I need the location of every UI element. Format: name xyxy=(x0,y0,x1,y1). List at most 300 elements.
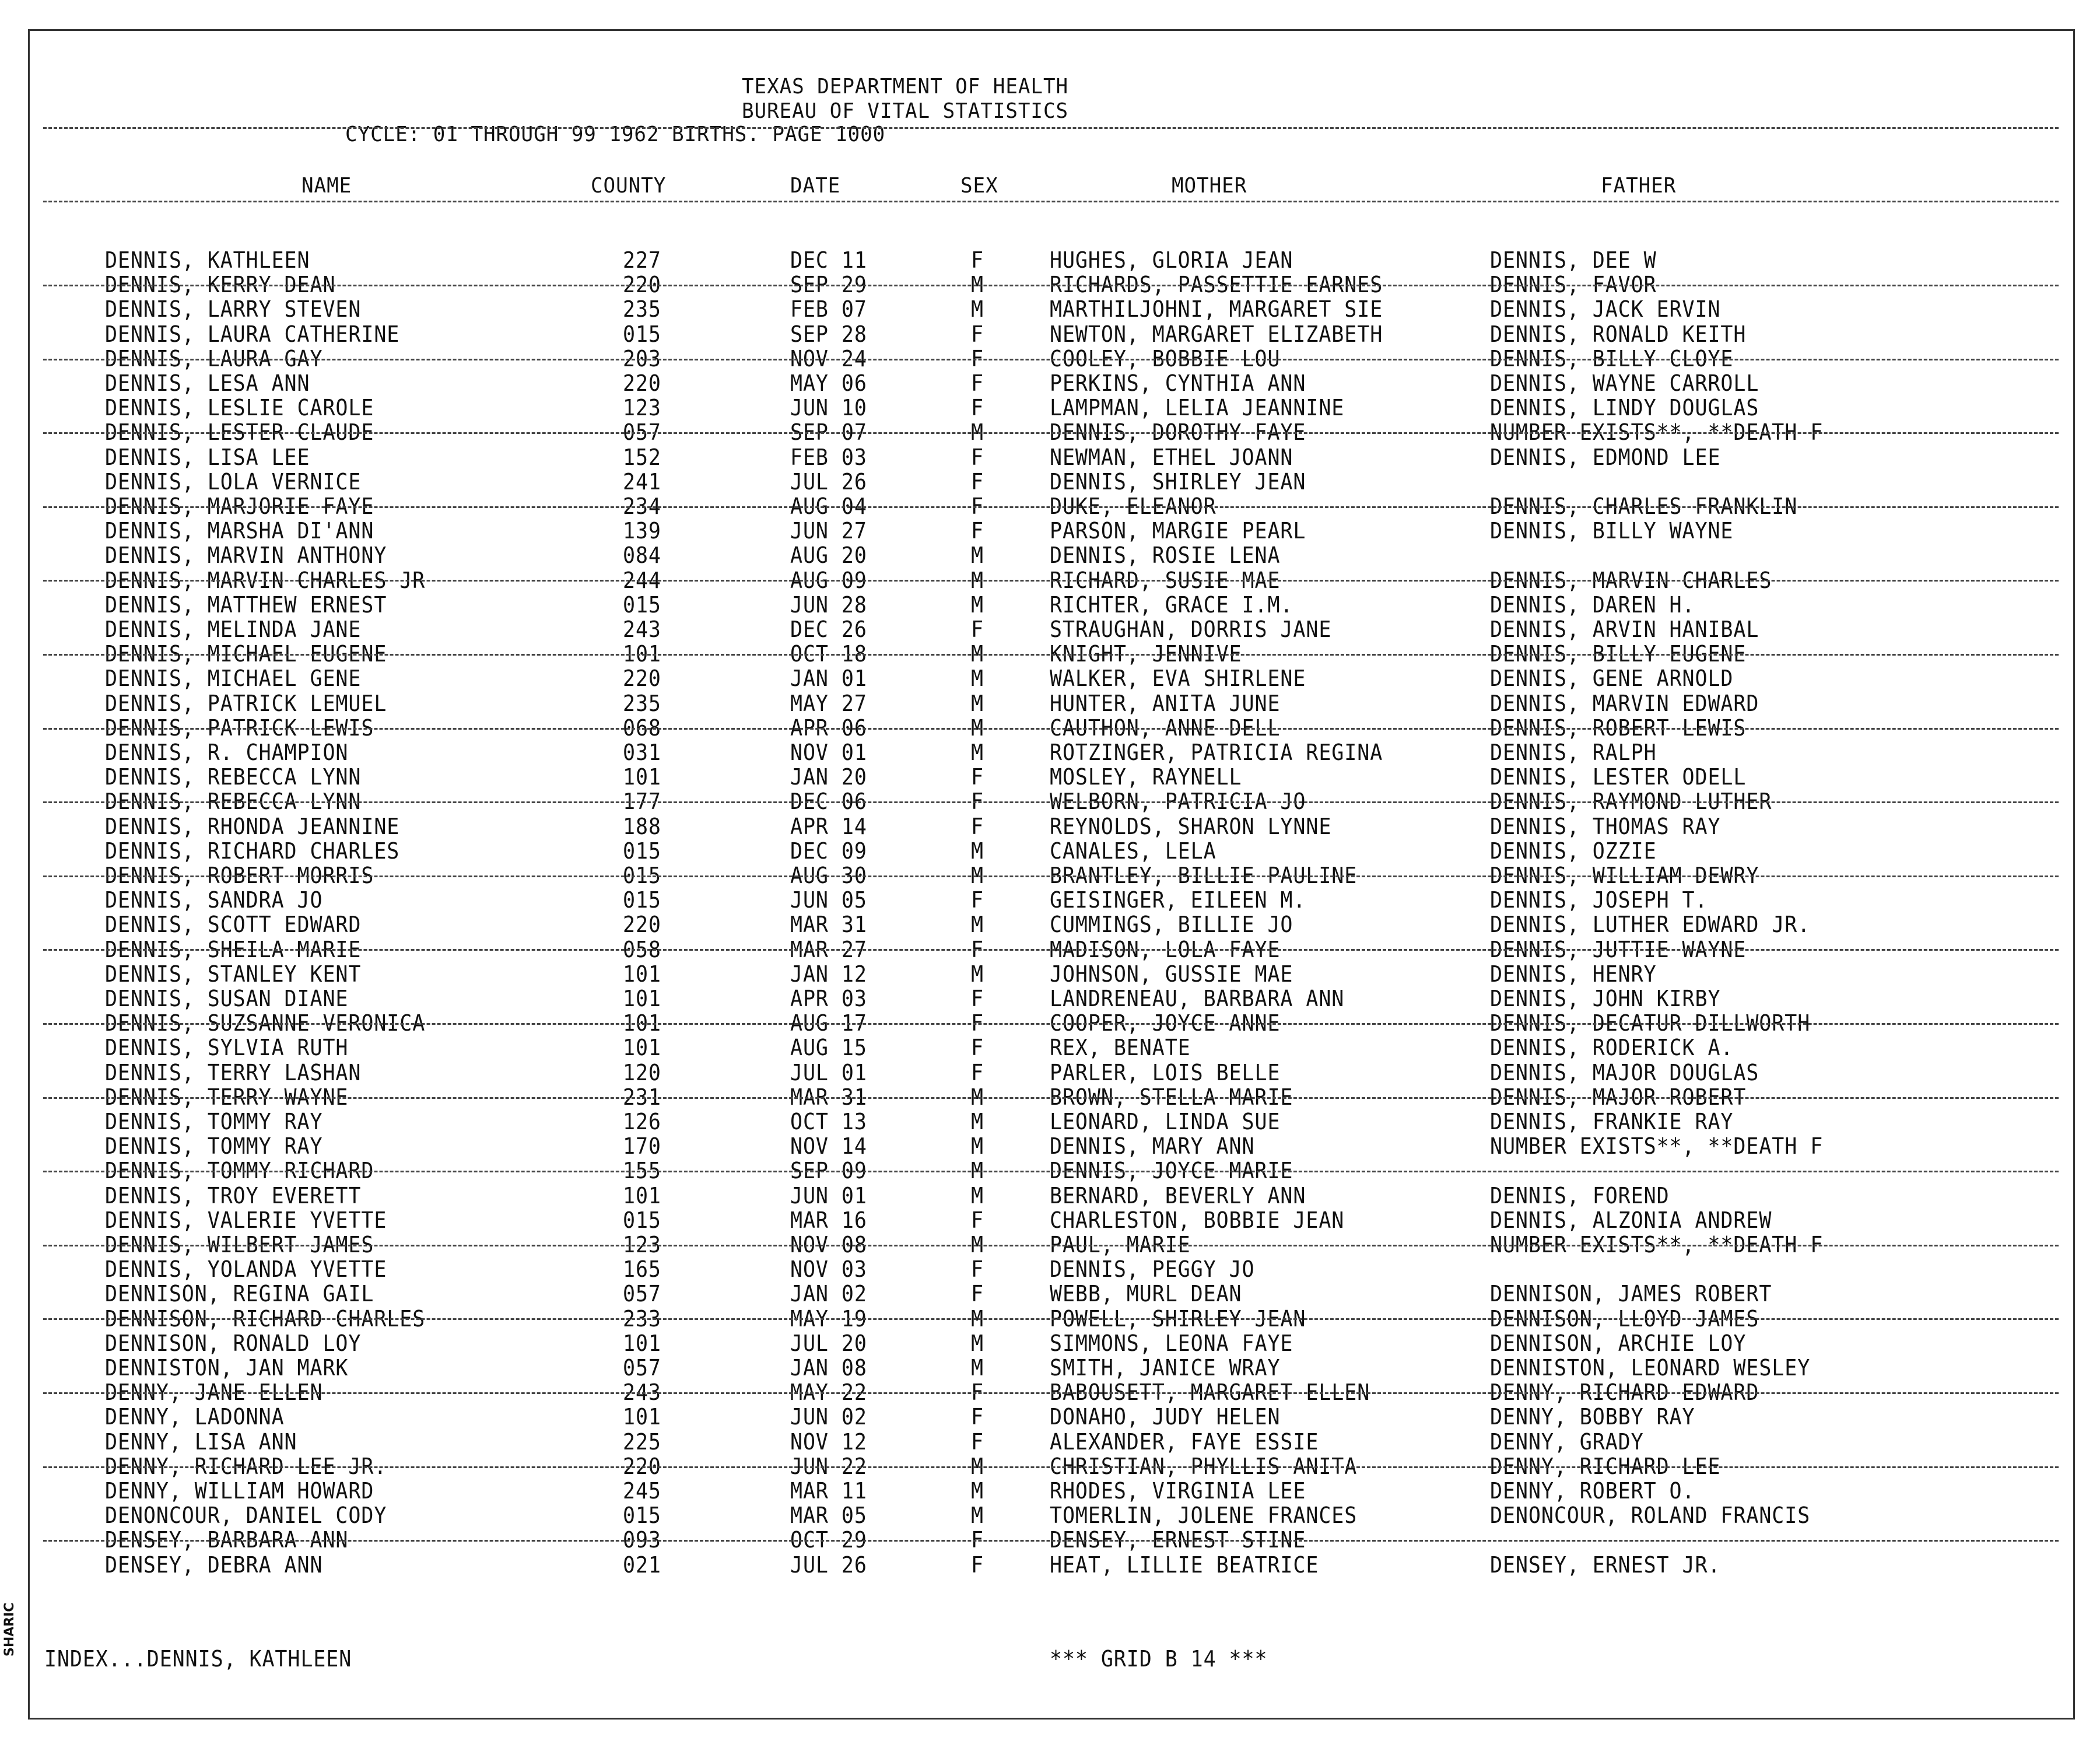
cell-name: DENNIS, RHONDA JEANNINE xyxy=(105,813,400,839)
cell-mother: BRANTLEY, BILLIE PAULINE xyxy=(1050,863,1358,888)
cell-sex: F xyxy=(971,468,984,495)
cell-date: MAY 22 xyxy=(790,1379,867,1406)
cell-mother: WEBB, MURL DEAN xyxy=(1050,1281,1242,1307)
cell-name: DENNIS, SCOTT EDWARD xyxy=(105,912,362,938)
cell-mother: TOMERLIN, JOLENE FRANCES xyxy=(1050,1503,1358,1529)
cell-sex: M xyxy=(971,1305,984,1332)
cell-mother: CUMMINGS, BILLIE JO xyxy=(1050,912,1293,938)
cell-father: NUMBER EXISTS**, **DEATH F xyxy=(1490,419,1824,446)
cell-name: DENNIS, LESLIE CAROLE xyxy=(105,395,374,421)
cell-county: 231 xyxy=(623,1084,661,1110)
cell-date: JUN 10 xyxy=(790,395,867,421)
cell-sex: F xyxy=(971,936,984,962)
cell-father: DENNIS, MARVIN CHARLES xyxy=(1490,567,1772,593)
cell-father: DENNIS, RONALD KEITH xyxy=(1490,321,1747,347)
cell-sex: M xyxy=(971,1503,984,1529)
cell-name: DENNIS, KATHLEEN xyxy=(105,247,310,273)
cell-father: DENNIS, DECATUR DILLWORTH xyxy=(1490,1010,1811,1036)
cell-father: DENNIS, DAREN H. xyxy=(1490,591,1695,618)
cell-name: DENNIS, MARVIN ANTHONY xyxy=(105,542,387,569)
cell-date: JAN 02 xyxy=(790,1281,867,1307)
cell-date: JUN 22 xyxy=(790,1453,867,1479)
cell-county: 243 xyxy=(623,1379,661,1406)
cell-county: 101 xyxy=(623,1404,661,1430)
cell-date: APR 06 xyxy=(790,715,867,741)
cell-father: DENNIS, JOSEPH T. xyxy=(1490,887,1708,913)
cell-county: 126 xyxy=(623,1109,661,1134)
cell-sex: M xyxy=(971,272,984,298)
cell-county: 031 xyxy=(623,740,661,765)
cell-county: 235 xyxy=(623,690,661,716)
form-line xyxy=(43,506,2059,508)
cell-name: DENNIS, STANLEY KENT xyxy=(105,961,362,987)
index-label: INDEX...DENNIS, KATHLEEN xyxy=(44,1646,352,1672)
cell-father: DENNIS, BILLY EUGENE xyxy=(1490,641,1747,667)
cell-mother: LANDRENEAU, BARBARA ANN xyxy=(1050,986,1345,1011)
cell-father: DENNIS, ARVIN HANIBAL xyxy=(1490,617,1759,642)
cell-county: 101 xyxy=(623,986,661,1011)
cell-date: AUG 04 xyxy=(790,493,867,519)
cell-date: JUL 26 xyxy=(790,1552,867,1578)
header-title-1: TEXAS DEPARTMENT OF HEALTH xyxy=(742,75,1069,99)
cell-father: DENNIS, EDMOND LEE xyxy=(1490,444,1721,470)
cell-mother: DENNIS, MARY ANN xyxy=(1050,1133,1255,1160)
cell-county: 234 xyxy=(623,493,661,519)
cell-county: 203 xyxy=(623,345,661,372)
cell-county: 235 xyxy=(623,296,661,323)
form-line xyxy=(43,285,2059,286)
cell-mother: DENNIS, PEGGY JO xyxy=(1050,1256,1255,1283)
cell-name: DENNY, LADONNA xyxy=(105,1404,285,1430)
col-header-name: NAME xyxy=(301,174,352,198)
cell-sex: M xyxy=(971,912,984,938)
cell-father: DENNY, BOBBY RAY xyxy=(1490,1404,1695,1430)
cell-father: DENNISON, LLOYD JAMES xyxy=(1490,1305,1759,1332)
cell-name: DENNY, WILLIAM HOWARD xyxy=(105,1478,374,1504)
cell-sex: M xyxy=(971,961,984,987)
cell-county: 170 xyxy=(623,1133,661,1160)
cell-mother: KNIGHT, JENNIVE xyxy=(1050,641,1242,667)
cell-name: DENNIS, TERRY LASHAN xyxy=(105,1059,362,1085)
cell-name: DENNIS, R. CHAMPION xyxy=(105,740,349,765)
cell-county: 220 xyxy=(623,912,661,938)
cell-mother: DENNIS, ROSIE LENA xyxy=(1050,542,1281,569)
form-line xyxy=(43,580,2059,582)
cell-name: DENNIS, WILBERT JAMES xyxy=(105,1232,374,1258)
form-line xyxy=(43,1318,2059,1320)
cell-mother: CHRISTIAN, PHYLLIS ANITA xyxy=(1050,1453,1358,1479)
cell-date: MAR 16 xyxy=(790,1207,867,1233)
cell-mother: REYNOLDS, SHARON LYNNE xyxy=(1050,813,1332,839)
cell-date: DEC 26 xyxy=(790,617,867,642)
cell-sex: F xyxy=(971,986,984,1011)
cell-name: DENNY, JANE ELLEN xyxy=(105,1379,323,1406)
cell-date: JUN 28 xyxy=(790,591,867,618)
cell-father: DENNIS, JACK ERVIN xyxy=(1490,296,1721,323)
cell-name: DENNIS, REBECCA LYNN xyxy=(105,764,362,790)
cell-father: DENNIS, CHARLES FRANKLIN xyxy=(1490,493,1798,519)
cell-sex: M xyxy=(971,838,984,864)
cell-mother: DUKE, ELEANOR xyxy=(1050,493,1216,519)
cell-sex: F xyxy=(971,1035,984,1061)
cell-county: 101 xyxy=(623,961,661,987)
cell-date: AUG 30 xyxy=(790,863,867,888)
cell-sex: F xyxy=(971,1379,984,1406)
cell-sex: M xyxy=(971,591,984,618)
cell-date: MAR 27 xyxy=(790,936,867,962)
cell-sex: M xyxy=(971,715,984,741)
cell-county: 057 xyxy=(623,1281,661,1307)
cell-county: 155 xyxy=(623,1158,661,1184)
form-line xyxy=(43,1466,2059,1468)
cell-name: DENNIS, SUSAN DIANE xyxy=(105,986,349,1011)
cell-sex: M xyxy=(971,740,984,765)
cell-date: SEP 29 xyxy=(790,272,867,298)
cell-county: 233 xyxy=(623,1305,661,1332)
cell-name: DENNIS, LAURA CATHERINE xyxy=(105,321,400,347)
cell-mother: MADISON, LOLA FAYE xyxy=(1050,936,1281,962)
cell-date: AUG 20 xyxy=(790,542,867,569)
col-header-date: DATE xyxy=(790,174,841,198)
cell-father: DENNIS, FAVOR xyxy=(1490,272,1657,298)
cell-mother: DENNIS, SHIRLEY JEAN xyxy=(1050,468,1306,495)
cell-name: DENNIS, TOMMY RICHARD xyxy=(105,1158,374,1184)
cell-county: 225 xyxy=(623,1428,661,1455)
cell-county: 123 xyxy=(623,395,661,421)
form-line xyxy=(43,1540,2059,1542)
cell-mother: BERNARD, BEVERLY ANN xyxy=(1050,1182,1306,1209)
cell-mother: PAUL, MARIE xyxy=(1050,1232,1191,1258)
cell-name: DENNIS, PATRICK LEWIS xyxy=(105,715,374,741)
form-line xyxy=(43,1245,2059,1246)
cell-sex: F xyxy=(971,395,984,421)
cell-name: DENNIS, TOMMY RAY xyxy=(105,1109,323,1134)
form-line xyxy=(43,432,2059,434)
cell-date: APR 03 xyxy=(790,986,867,1011)
cell-mother: NEWTON, MARGARET ELIZABETH xyxy=(1050,321,1383,347)
cell-county: 015 xyxy=(623,887,661,913)
cell-sex: M xyxy=(971,1084,984,1110)
cell-mother: BROWN, STELLA MARIE xyxy=(1050,1084,1293,1110)
cell-sex: F xyxy=(971,345,984,372)
col-header-sex: SEX xyxy=(960,174,998,198)
cell-father: DENNIS, THOMAS RAY xyxy=(1490,813,1721,839)
cell-name: DENSEY, DEBRA ANN xyxy=(105,1552,323,1578)
cell-father: DENNIS, JUTTIE WAYNE xyxy=(1490,936,1747,962)
cell-name: DENNIS, LARRY STEVEN xyxy=(105,296,362,323)
cell-county: 015 xyxy=(623,1503,661,1529)
cell-mother: ALEXANDER, FAYE ESSIE xyxy=(1050,1428,1319,1455)
cell-sex: M xyxy=(971,1478,984,1504)
cell-mother: PERKINS, CYNTHIA ANN xyxy=(1050,370,1306,396)
cell-father: DENNIS, WILLIAM DEWRY xyxy=(1490,863,1759,888)
cell-mother: SMITH, JANICE WRAY xyxy=(1050,1355,1281,1381)
cell-father: DENNISTON, LEONARD WESLEY xyxy=(1490,1355,1811,1381)
cell-county: 015 xyxy=(623,591,661,618)
cell-father: DENNIS, GENE ARNOLD xyxy=(1490,666,1734,692)
cell-sex: F xyxy=(971,813,984,839)
cell-date: MAR 11 xyxy=(790,1478,867,1504)
cell-father: DENNIS, BILLY WAYNE xyxy=(1490,518,1734,544)
cell-date: AUG 09 xyxy=(790,567,867,593)
cell-sex: M xyxy=(971,641,984,667)
cell-county: 057 xyxy=(623,1355,661,1381)
cell-mother: CANALES, LELA xyxy=(1050,838,1216,864)
cell-sex: M xyxy=(971,296,984,323)
cell-county: 021 xyxy=(623,1552,661,1578)
cell-father: DENNIS, DEE W xyxy=(1490,247,1657,273)
cell-date: JUL 26 xyxy=(790,468,867,495)
cell-father: DENNY, GRADY xyxy=(1490,1428,1644,1455)
form-line xyxy=(43,1023,2059,1025)
cell-date: NOV 01 xyxy=(790,740,867,765)
cell-father: DENNISON, JAMES ROBERT xyxy=(1490,1281,1772,1307)
cell-mother: COOPER, JOYCE ANNE xyxy=(1050,1010,1281,1036)
cell-date: OCT 18 xyxy=(790,641,867,667)
cell-name: DENONCOUR, DANIEL CODY xyxy=(105,1503,387,1529)
cell-sex: F xyxy=(971,1010,984,1036)
cell-sex: F xyxy=(971,617,984,642)
form-line xyxy=(43,876,2059,877)
cell-county: 227 xyxy=(623,247,661,273)
cell-father: DENNIS, ROBERT LEWIS xyxy=(1490,715,1747,741)
cell-father: DENNY, RICHARD EDWARD xyxy=(1490,1379,1759,1406)
form-line xyxy=(43,359,2059,360)
cell-name: DENNIS, LAURA GAY xyxy=(105,345,323,372)
cell-father: DENNIS, JOHN KIRBY xyxy=(1490,986,1721,1011)
cell-father: DENNISON, ARCHIE LOY xyxy=(1490,1330,1747,1356)
cell-date: MAR 31 xyxy=(790,1084,867,1110)
cell-name: DENNISON, RONALD LOY xyxy=(105,1330,362,1356)
cell-mother: LAMPMAN, LELIA JEANNINE xyxy=(1050,395,1345,421)
cell-father: DENNIS, OZZIE xyxy=(1490,838,1657,864)
cell-county: 101 xyxy=(623,1035,661,1061)
cell-sex: F xyxy=(971,1256,984,1283)
cell-mother: DENNIS, DOROTHY FAYE xyxy=(1050,419,1306,446)
cell-date: NOV 14 xyxy=(790,1133,867,1160)
cell-county: 093 xyxy=(623,1527,661,1553)
cell-date: NOV 24 xyxy=(790,345,867,372)
cell-name: DENSEY, BARBARA ANN xyxy=(105,1527,349,1553)
cell-father: DENNIS, RODERICK A. xyxy=(1490,1035,1734,1061)
cell-father: DENNY, RICHARD LEE xyxy=(1490,1453,1721,1479)
cell-county: 015 xyxy=(623,1207,661,1233)
cell-date: DEC 11 xyxy=(790,247,867,273)
grid-label: *** GRID B 14 *** xyxy=(1050,1646,1268,1672)
cell-name: DENNIS, TERRY WAYNE xyxy=(105,1084,349,1110)
cell-name: DENNIS, TROY EVERETT xyxy=(105,1182,362,1209)
cell-date: MAY 06 xyxy=(790,370,867,396)
cell-county: 015 xyxy=(623,321,661,347)
form-line xyxy=(43,728,2059,730)
cell-father: NUMBER EXISTS**, **DEATH F xyxy=(1490,1232,1824,1258)
cell-sex: F xyxy=(971,1281,984,1307)
cell-county: 243 xyxy=(623,617,661,642)
cell-date: NOV 08 xyxy=(790,1232,867,1258)
cell-father: DENNIS, LUTHER EDWARD JR. xyxy=(1490,912,1811,938)
cell-county: 177 xyxy=(623,789,661,815)
cell-name: DENNIS, REBECCA LYNN xyxy=(105,789,362,815)
cell-name: DENNIS, LISA LEE xyxy=(105,444,310,470)
cell-sex: F xyxy=(971,518,984,544)
cell-mother: WELBORN, PATRICIA JO xyxy=(1050,789,1306,815)
cell-mother: RICHTER, GRACE I.M. xyxy=(1050,591,1293,618)
cell-date: NOV 12 xyxy=(790,1428,867,1455)
cell-date: MAY 27 xyxy=(790,690,867,716)
cell-sex: M xyxy=(971,1109,984,1134)
cell-name: DENNIS, KERRY DEAN xyxy=(105,272,336,298)
cell-sex: F xyxy=(971,1207,984,1233)
cell-county: 165 xyxy=(623,1256,661,1283)
cell-date: DEC 09 xyxy=(790,838,867,864)
cell-mother: CAUTHON, ANNE DELL xyxy=(1050,715,1281,741)
cell-sex: M xyxy=(971,1232,984,1258)
cell-date: JAN 20 xyxy=(790,764,867,790)
cell-mother: RICHARDS, PASSETTIE EARNES xyxy=(1050,272,1383,298)
cell-county: 220 xyxy=(623,1453,661,1479)
cell-date: JUL 20 xyxy=(790,1330,867,1356)
cell-name: DENNIS, MARVIN CHARLES JR xyxy=(105,567,426,593)
cell-name: DENNIS, ROBERT MORRIS xyxy=(105,863,374,888)
cell-father: DENNIS, MAJOR DOUGLAS xyxy=(1490,1059,1759,1085)
cell-county: 220 xyxy=(623,666,661,692)
cell-name: DENNIS, MARJORIE FAYE xyxy=(105,493,374,519)
cell-sex: F xyxy=(971,1552,984,1578)
divider xyxy=(43,127,2059,129)
cell-mother: STRAUGHAN, DORRIS JANE xyxy=(1050,617,1332,642)
cell-father: DENONCOUR, ROLAND FRANCIS xyxy=(1490,1503,1811,1529)
cell-county: 068 xyxy=(623,715,661,741)
cell-sex: F xyxy=(971,444,984,470)
cell-name: DENNIS, RICHARD CHARLES xyxy=(105,838,400,864)
cell-date: FEB 07 xyxy=(790,296,867,323)
cell-county: 084 xyxy=(623,542,661,569)
cell-name: DENNIS, SANDRA JO xyxy=(105,887,323,913)
cell-date: JUN 27 xyxy=(790,518,867,544)
cell-name: DENNY, LISA ANN xyxy=(105,1428,297,1455)
cell-father: DENNIS, HENRY xyxy=(1490,961,1657,987)
cell-sex: F xyxy=(971,1428,984,1455)
cell-sex: F xyxy=(971,887,984,913)
cell-date: MAY 19 xyxy=(790,1305,867,1332)
form-line xyxy=(43,1097,2059,1099)
cell-name: DENNIS, YOLANDA YVETTE xyxy=(105,1256,387,1283)
cell-father: DENSEY, ERNEST JR. xyxy=(1490,1552,1721,1578)
cell-sex: M xyxy=(971,1355,984,1381)
cell-sex: M xyxy=(971,863,984,888)
cell-mother: HUGHES, GLORIA JEAN xyxy=(1050,247,1293,273)
cell-name: DENNIS, LESA ANN xyxy=(105,370,310,396)
cell-sex: M xyxy=(971,419,984,446)
cell-date: JUN 01 xyxy=(790,1182,867,1209)
cell-mother: COOLEY, BOBBIE LOU xyxy=(1050,345,1281,372)
cell-mother: JOHNSON, GUSSIE MAE xyxy=(1050,961,1293,987)
cell-county: 244 xyxy=(623,567,661,593)
cell-sex: F xyxy=(971,247,984,273)
col-header-father: FATHER xyxy=(1601,174,1677,198)
cell-date: DEC 06 xyxy=(790,789,867,815)
cell-county: 015 xyxy=(623,863,661,888)
cell-county: 101 xyxy=(623,1010,661,1036)
cell-father: DENNIS, RAYMOND LUTHER xyxy=(1490,789,1772,815)
cell-mother: SIMMONS, LEONA FAYE xyxy=(1050,1330,1293,1356)
form-line xyxy=(43,1392,2059,1394)
cell-mother: REX, BENATE xyxy=(1050,1035,1191,1061)
cell-county: 057 xyxy=(623,419,661,446)
cell-county: 245 xyxy=(623,1478,661,1504)
cell-county: 220 xyxy=(623,272,661,298)
cell-county: 241 xyxy=(623,468,661,495)
cell-sex: M xyxy=(971,1182,984,1209)
cell-name: DENNIS, SHEILA MARIE xyxy=(105,936,362,962)
cell-date: AUG 15 xyxy=(790,1035,867,1061)
cell-sex: M xyxy=(971,1330,984,1356)
cell-date: FEB 03 xyxy=(790,444,867,470)
cell-father: DENNY, ROBERT O. xyxy=(1490,1478,1695,1504)
cell-name: DENNIS, VALERIE YVETTE xyxy=(105,1207,387,1233)
cell-sex: F xyxy=(971,493,984,519)
cell-mother: HEAT, LILLIE BEATRICE xyxy=(1050,1552,1319,1578)
cell-date: JAN 08 xyxy=(790,1355,867,1381)
cell-name: DENNIS, MELINDA JANE xyxy=(105,617,362,642)
cell-mother: RHODES, VIRGINIA LEE xyxy=(1050,1478,1306,1504)
col-header-county: COUNTY xyxy=(591,174,667,198)
cell-sex: F xyxy=(971,764,984,790)
col-header-mother: MOTHER xyxy=(1172,174,1247,198)
form-line xyxy=(43,654,2059,656)
cell-county: 123 xyxy=(623,1232,661,1258)
cell-name: DENNIS, PATRICK LEMUEL xyxy=(105,690,387,716)
cell-date: SEP 09 xyxy=(790,1158,867,1184)
cell-name: DENNIS, MATTHEW ERNEST xyxy=(105,591,387,618)
cell-father: DENNIS, FOREND xyxy=(1490,1182,1670,1209)
cell-mother: HUNTER, ANITA JUNE xyxy=(1050,690,1281,716)
cell-name: DENNISTON, JAN MARK xyxy=(105,1355,349,1381)
cell-county: 015 xyxy=(623,838,661,864)
cell-date: APR 14 xyxy=(790,813,867,839)
cell-father: NUMBER EXISTS**, **DEATH F xyxy=(1490,1133,1824,1160)
divider xyxy=(43,201,2059,202)
cell-county: 058 xyxy=(623,936,661,962)
cell-father: DENNIS, MAJOR ROBERT xyxy=(1490,1084,1747,1110)
cell-date: MAR 31 xyxy=(790,912,867,938)
cell-father: DENNIS, LESTER ODELL xyxy=(1490,764,1747,790)
header-title-2: BUREAU OF VITAL STATISTICS xyxy=(742,99,1069,123)
cell-sex: M xyxy=(971,567,984,593)
cell-sex: M xyxy=(971,1453,984,1479)
cell-name: DENNIS, LOLA VERNICE xyxy=(105,468,362,495)
cell-sex: M xyxy=(971,666,984,692)
cell-county: 120 xyxy=(623,1059,661,1085)
cell-date: OCT 13 xyxy=(790,1109,867,1134)
cell-name: DENNISON, REGINA GAIL xyxy=(105,1281,374,1307)
cell-name: DENNIS, TOMMY RAY xyxy=(105,1133,323,1160)
cell-county: 101 xyxy=(623,764,661,790)
cell-sex: M xyxy=(971,1158,984,1184)
cell-mother: CHARLESTON, BOBBIE JEAN xyxy=(1050,1207,1345,1233)
cell-name: DENNIS, MICHAEL GENE xyxy=(105,666,362,692)
cell-county: 101 xyxy=(623,1182,661,1209)
cell-mother: BABOUSETT, MARGARET ELLEN xyxy=(1050,1379,1370,1406)
cell-name: DENNIS, MICHAEL EUGENE xyxy=(105,641,387,667)
cell-county: 139 xyxy=(623,518,661,544)
cell-mother: MARTHILJOHNI, MARGARET SIE xyxy=(1050,296,1383,323)
cell-date: JAN 12 xyxy=(790,961,867,987)
cell-date: JUN 05 xyxy=(790,887,867,913)
cell-mother: POWELL, SHIRLEY JEAN xyxy=(1050,1305,1306,1332)
cell-mother: PARSON, MARGIE PEARL xyxy=(1050,518,1306,544)
cell-date: NOV 03 xyxy=(790,1256,867,1283)
